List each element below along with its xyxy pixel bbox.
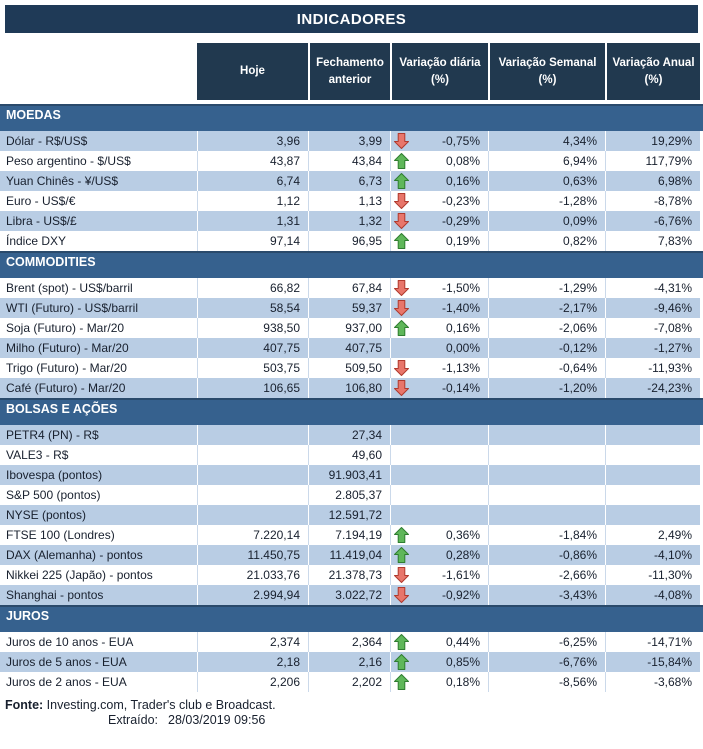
cell-variacao-anual: -4,31% bbox=[605, 278, 700, 298]
cell-variacao-semanal: -2,17% bbox=[488, 298, 605, 318]
trend-arrow bbox=[394, 587, 409, 604]
down-arrow-icon bbox=[394, 360, 409, 377]
variacao-diaria-value: 0,08% bbox=[445, 154, 480, 168]
cell-variacao-anual bbox=[605, 425, 700, 445]
cell-fechamento-anterior: 91.903,41 bbox=[308, 465, 390, 485]
cell-variacao-semanal: -0,64% bbox=[488, 358, 605, 378]
cell-variacao-anual: -9,46% bbox=[605, 298, 700, 318]
table-row bbox=[0, 585, 700, 605]
cell-variacao-anual: -7,08% bbox=[605, 318, 700, 338]
cell-variacao-anual: -1,27% bbox=[605, 338, 700, 358]
cell-hoje: 2.994,94 bbox=[197, 585, 308, 605]
cell-variacao-anual bbox=[605, 445, 700, 465]
cell-fechamento-anterior: 2,364 bbox=[308, 632, 390, 652]
section-header-1: COMMODITIES bbox=[0, 251, 703, 278]
table-row bbox=[0, 525, 700, 545]
cell-fechamento-anterior: 7.194,19 bbox=[308, 525, 390, 545]
table-row bbox=[0, 465, 700, 485]
cell-hoje bbox=[197, 505, 308, 525]
table-row bbox=[0, 652, 700, 672]
cell-fechamento-anterior: 43,84 bbox=[308, 151, 390, 171]
table-row bbox=[0, 131, 700, 151]
trend-arrow bbox=[394, 233, 409, 250]
cell-hoje: 66,82 bbox=[197, 278, 308, 298]
cell-variacao-semanal: -2,66% bbox=[488, 565, 605, 585]
cell-hoje: 7.220,14 bbox=[197, 525, 308, 545]
cell-label: FTSE 100 (Londres) bbox=[6, 528, 115, 542]
up-arrow-icon bbox=[394, 547, 409, 564]
cell-hoje: 6,74 bbox=[197, 171, 308, 191]
extracted-label: Extraído: bbox=[108, 713, 159, 727]
table-row bbox=[0, 191, 700, 211]
cell-hoje: 503,75 bbox=[197, 358, 308, 378]
cell-fechamento-anterior: 21.378,73 bbox=[308, 565, 390, 585]
cell-label: Dólar - R$/US$ bbox=[6, 134, 88, 148]
column-header-hoje: Hoje bbox=[197, 43, 308, 100]
cell-variacao-semanal: -0,86% bbox=[488, 545, 605, 565]
cell-variacao-semanal: -1,84% bbox=[488, 525, 605, 545]
variacao-diaria-value: 0,16% bbox=[445, 174, 480, 188]
trend-arrow bbox=[394, 654, 409, 671]
table-row bbox=[0, 565, 700, 585]
cell-hoje bbox=[197, 485, 308, 505]
cell-variacao-diaria bbox=[390, 211, 488, 231]
cell-hoje: 1,12 bbox=[197, 191, 308, 211]
cell-variacao-diaria bbox=[390, 298, 488, 318]
column-header-variacao-diaria: Variação diária (%) bbox=[390, 43, 488, 100]
cell-variacao-anual: -11,93% bbox=[605, 358, 700, 378]
cell-label: Juros de 2 anos - EUA bbox=[6, 675, 127, 689]
cell-variacao-diaria bbox=[390, 485, 488, 505]
trend-arrow bbox=[394, 133, 409, 150]
cell-label: Peso argentino - $/US$ bbox=[6, 154, 131, 168]
cell-variacao-diaria bbox=[390, 445, 488, 465]
table-row bbox=[0, 545, 700, 565]
trend-arrow bbox=[394, 213, 409, 230]
cell-hoje: 2,206 bbox=[197, 672, 308, 692]
cell-label: Yuan Chinês - ¥/US$ bbox=[6, 174, 119, 188]
cell-variacao-diaria bbox=[390, 565, 488, 585]
page-title: INDICADORES bbox=[5, 5, 698, 33]
cell-hoje: 2,374 bbox=[197, 632, 308, 652]
cell-variacao-diaria bbox=[390, 672, 488, 692]
cell-fechamento-anterior: 2.805,37 bbox=[308, 485, 390, 505]
variacao-diaria-value: -0,75% bbox=[441, 134, 480, 148]
cell-hoje: 1,31 bbox=[197, 211, 308, 231]
cell-hoje: 11.450,75 bbox=[197, 545, 308, 565]
cell-variacao-diaria bbox=[390, 378, 488, 398]
cell-label: Euro - US$/€ bbox=[6, 194, 76, 208]
cell-fechamento-anterior: 3.022,72 bbox=[308, 585, 390, 605]
down-arrow-icon bbox=[394, 567, 409, 584]
cell-hoje: 3,96 bbox=[197, 131, 308, 151]
cell-hoje: 58,54 bbox=[197, 298, 308, 318]
cell-variacao-diaria bbox=[390, 505, 488, 525]
up-arrow-icon bbox=[394, 527, 409, 544]
cell-fechamento-anterior: 27,34 bbox=[308, 425, 390, 445]
table-row bbox=[0, 672, 700, 692]
table-row bbox=[0, 151, 700, 171]
cell-variacao-diaria bbox=[390, 191, 488, 211]
up-arrow-icon bbox=[394, 674, 409, 691]
table-row bbox=[0, 231, 700, 251]
variacao-diaria-value: -0,29% bbox=[441, 214, 480, 228]
cell-variacao-anual: 7,83% bbox=[605, 231, 700, 251]
cell-label: Trigo (Futuro) - Mar/20 bbox=[6, 361, 127, 375]
cell-variacao-anual: -4,08% bbox=[605, 585, 700, 605]
cell-fechamento-anterior: 11.419,04 bbox=[308, 545, 390, 565]
cell-variacao-anual: -15,84% bbox=[605, 652, 700, 672]
trend-arrow bbox=[394, 360, 409, 377]
trend-arrow bbox=[394, 380, 409, 397]
table-row bbox=[0, 378, 700, 398]
cell-label: Libra - US$/£ bbox=[6, 214, 77, 228]
trend-arrow bbox=[394, 320, 409, 337]
cell-fechamento-anterior: 49,60 bbox=[308, 445, 390, 465]
cell-fechamento-anterior: 6,73 bbox=[308, 171, 390, 191]
cell-hoje bbox=[197, 465, 308, 485]
table-row bbox=[0, 445, 700, 465]
cell-label: Juros de 5 anos - EUA bbox=[6, 655, 127, 669]
up-arrow-icon bbox=[394, 173, 409, 190]
cell-fechamento-anterior: 12.591,72 bbox=[308, 505, 390, 525]
cell-variacao-anual: -11,30% bbox=[605, 565, 700, 585]
table-body bbox=[0, 104, 703, 692]
cell-variacao-diaria bbox=[390, 465, 488, 485]
up-arrow-icon bbox=[394, 654, 409, 671]
cell-label: S&P 500 (pontos) bbox=[6, 488, 101, 502]
cell-label: Nikkei 225 (Japão) - pontos bbox=[6, 568, 153, 582]
trend-arrow bbox=[394, 280, 409, 297]
column-header-variacao-semanal: Variação Semanal (%) bbox=[488, 43, 605, 100]
cell-hoje: 43,87 bbox=[197, 151, 308, 171]
header-corner bbox=[0, 43, 197, 100]
cell-label: NYSE (pontos) bbox=[6, 508, 87, 522]
variacao-diaria-value: 0,00% bbox=[445, 341, 480, 355]
table-row bbox=[0, 211, 700, 231]
cell-label: Soja (Futuro) - Mar/20 bbox=[6, 321, 125, 335]
variacao-diaria-value: 0,44% bbox=[445, 635, 480, 649]
section-header-2: BOLSAS E AÇÕES bbox=[0, 398, 703, 425]
up-arrow-icon bbox=[394, 233, 409, 250]
cell-variacao-anual bbox=[605, 505, 700, 525]
cell-fechamento-anterior: 2,202 bbox=[308, 672, 390, 692]
variacao-diaria-value: 0,16% bbox=[445, 321, 480, 335]
cell-hoje bbox=[197, 445, 308, 465]
cell-variacao-diaria bbox=[390, 151, 488, 171]
cell-variacao-semanal bbox=[488, 425, 605, 445]
cell-variacao-semanal: -8,56% bbox=[488, 672, 605, 692]
cell-label: Juros de 10 anos - EUA bbox=[6, 635, 134, 649]
variacao-diaria-value: -0,14% bbox=[441, 381, 480, 395]
cell-label: Shanghai - pontos bbox=[6, 588, 104, 602]
cell-hoje: 21.033,76 bbox=[197, 565, 308, 585]
cell-label: WTI (Futuro) - US$/barril bbox=[6, 301, 139, 315]
cell-variacao-anual: -24,23% bbox=[605, 378, 700, 398]
trend-arrow bbox=[394, 300, 409, 317]
down-arrow-icon bbox=[394, 213, 409, 230]
cell-variacao-anual: -4,10% bbox=[605, 545, 700, 565]
cell-fechamento-anterior: 96,95 bbox=[308, 231, 390, 251]
cell-fechamento-anterior: 1,32 bbox=[308, 211, 390, 231]
cell-variacao-anual: -14,71% bbox=[605, 632, 700, 652]
cell-label: Brent (spot) - US$/barril bbox=[6, 281, 133, 295]
cell-variacao-diaria bbox=[390, 525, 488, 545]
trend-arrow bbox=[394, 567, 409, 584]
cell-variacao-anual: 2,49% bbox=[605, 525, 700, 545]
cell-label: Café (Futuro) - Mar/20 bbox=[6, 381, 126, 395]
variacao-diaria-value: -1,50% bbox=[441, 281, 480, 295]
cell-variacao-diaria bbox=[390, 338, 488, 358]
trend-arrow bbox=[394, 527, 409, 544]
up-arrow-icon bbox=[394, 320, 409, 337]
source-line bbox=[5, 698, 703, 712]
source-label: Fonte: bbox=[5, 698, 44, 712]
cell-fechamento-anterior: 2,16 bbox=[308, 652, 390, 672]
cell-variacao-diaria bbox=[390, 131, 488, 151]
down-arrow-icon bbox=[394, 280, 409, 297]
table-row bbox=[0, 505, 700, 525]
variacao-diaria-value: -0,23% bbox=[441, 194, 480, 208]
trend-arrow bbox=[394, 193, 409, 210]
cell-hoje: 97,14 bbox=[197, 231, 308, 251]
cell-label: Índice DXY bbox=[6, 234, 67, 248]
trend-arrow bbox=[394, 153, 409, 170]
down-arrow-icon bbox=[394, 193, 409, 210]
cell-variacao-diaria bbox=[390, 318, 488, 338]
trend-arrow bbox=[394, 547, 409, 564]
cell-hoje: 407,75 bbox=[197, 338, 308, 358]
cell-hoje: 938,50 bbox=[197, 318, 308, 338]
cell-label: Ibovespa (pontos) bbox=[6, 468, 103, 482]
cell-variacao-semanal: 0,82% bbox=[488, 231, 605, 251]
down-arrow-icon bbox=[394, 300, 409, 317]
cell-variacao-diaria bbox=[390, 278, 488, 298]
cell-variacao-diaria bbox=[390, 652, 488, 672]
down-arrow-icon bbox=[394, 587, 409, 604]
cell-label: DAX (Alemanha) - pontos bbox=[6, 548, 143, 562]
cell-variacao-semanal bbox=[488, 505, 605, 525]
cell-variacao-anual: -8,78% bbox=[605, 191, 700, 211]
cell-label: VALE3 - R$ bbox=[6, 448, 69, 462]
cell-variacao-semanal: -3,43% bbox=[488, 585, 605, 605]
variacao-diaria-value: -1,13% bbox=[441, 361, 480, 375]
cell-variacao-semanal: 4,34% bbox=[488, 131, 605, 151]
table-row bbox=[0, 485, 700, 505]
table-row bbox=[0, 171, 700, 191]
table-row bbox=[0, 278, 700, 298]
cell-hoje: 106,65 bbox=[197, 378, 308, 398]
cell-variacao-anual bbox=[605, 485, 700, 505]
cell-fechamento-anterior: 937,00 bbox=[308, 318, 390, 338]
variacao-diaria-value: 0,85% bbox=[445, 655, 480, 669]
cell-variacao-diaria bbox=[390, 545, 488, 565]
cell-fechamento-anterior: 1,13 bbox=[308, 191, 390, 211]
cell-variacao-semanal: -1,20% bbox=[488, 378, 605, 398]
footer bbox=[5, 698, 703, 727]
variacao-diaria-value: 0,19% bbox=[445, 234, 480, 248]
variacao-diaria-value: -0,92% bbox=[441, 588, 480, 602]
cell-fechamento-anterior: 3,99 bbox=[308, 131, 390, 151]
cell-variacao-semanal bbox=[488, 485, 605, 505]
extracted-line bbox=[5, 713, 703, 727]
cell-variacao-diaria bbox=[390, 358, 488, 378]
cell-variacao-anual: 19,29% bbox=[605, 131, 700, 151]
cell-fechamento-anterior: 59,37 bbox=[308, 298, 390, 318]
down-arrow-icon bbox=[394, 133, 409, 150]
section-header-0: MOEDAS bbox=[0, 104, 703, 131]
cell-variacao-anual: -3,68% bbox=[605, 672, 700, 692]
cell-variacao-semanal bbox=[488, 445, 605, 465]
cell-variacao-anual: 6,98% bbox=[605, 171, 700, 191]
variacao-diaria-value: -1,61% bbox=[441, 568, 480, 582]
column-header-variacao-anual: Variação Anual (%) bbox=[605, 43, 700, 100]
section-header-3: JUROS bbox=[0, 605, 703, 632]
table-row bbox=[0, 298, 700, 318]
cell-variacao-semanal: -2,06% bbox=[488, 318, 605, 338]
table-row bbox=[0, 338, 700, 358]
table-row bbox=[0, 632, 700, 652]
variacao-diaria-value: 0,28% bbox=[445, 548, 480, 562]
cell-variacao-semanal: 0,09% bbox=[488, 211, 605, 231]
cell-variacao-diaria bbox=[390, 425, 488, 445]
up-arrow-icon bbox=[394, 634, 409, 651]
trend-arrow bbox=[394, 674, 409, 691]
cell-variacao-diaria bbox=[390, 632, 488, 652]
table-header-row bbox=[0, 43, 700, 100]
cell-variacao-anual bbox=[605, 465, 700, 485]
cell-hoje bbox=[197, 425, 308, 445]
cell-variacao-semanal: 6,94% bbox=[488, 151, 605, 171]
cell-variacao-diaria bbox=[390, 171, 488, 191]
cell-variacao-semanal: -6,25% bbox=[488, 632, 605, 652]
cell-fechamento-anterior: 67,84 bbox=[308, 278, 390, 298]
extracted-timestamp: 28/03/2019 09:56 bbox=[168, 713, 266, 727]
cell-label: Milho (Futuro) - Mar/20 bbox=[6, 341, 129, 355]
down-arrow-icon bbox=[394, 380, 409, 397]
cell-variacao-semanal: -0,12% bbox=[488, 338, 605, 358]
cell-variacao-semanal: -1,28% bbox=[488, 191, 605, 211]
table-row bbox=[0, 358, 700, 378]
up-arrow-icon bbox=[394, 153, 409, 170]
cell-variacao-anual: -6,76% bbox=[605, 211, 700, 231]
cell-label: PETR4 (PN) - R$ bbox=[6, 428, 99, 442]
cell-variacao-semanal: -1,29% bbox=[488, 278, 605, 298]
cell-hoje: 2,18 bbox=[197, 652, 308, 672]
cell-variacao-anual: 117,79% bbox=[605, 151, 700, 171]
table-row bbox=[0, 425, 700, 445]
table-row bbox=[0, 318, 700, 338]
cell-variacao-diaria bbox=[390, 585, 488, 605]
trend-arrow bbox=[394, 634, 409, 651]
variacao-diaria-value: 0,36% bbox=[445, 528, 480, 542]
cell-variacao-semanal: -6,76% bbox=[488, 652, 605, 672]
cell-variacao-semanal: 0,63% bbox=[488, 171, 605, 191]
variacao-diaria-value: 0,18% bbox=[445, 675, 480, 689]
cell-fechamento-anterior: 407,75 bbox=[308, 338, 390, 358]
trend-arrow bbox=[394, 173, 409, 190]
source-text: Investing.com, Trader's club e Broadcast. bbox=[46, 698, 276, 712]
cell-fechamento-anterior: 106,80 bbox=[308, 378, 390, 398]
cell-fechamento-anterior: 509,50 bbox=[308, 358, 390, 378]
column-header-fechamento-anterior: Fechamento anterior bbox=[308, 43, 390, 100]
cell-variacao-diaria bbox=[390, 231, 488, 251]
variacao-diaria-value: -1,40% bbox=[441, 301, 480, 315]
cell-variacao-semanal bbox=[488, 465, 605, 485]
